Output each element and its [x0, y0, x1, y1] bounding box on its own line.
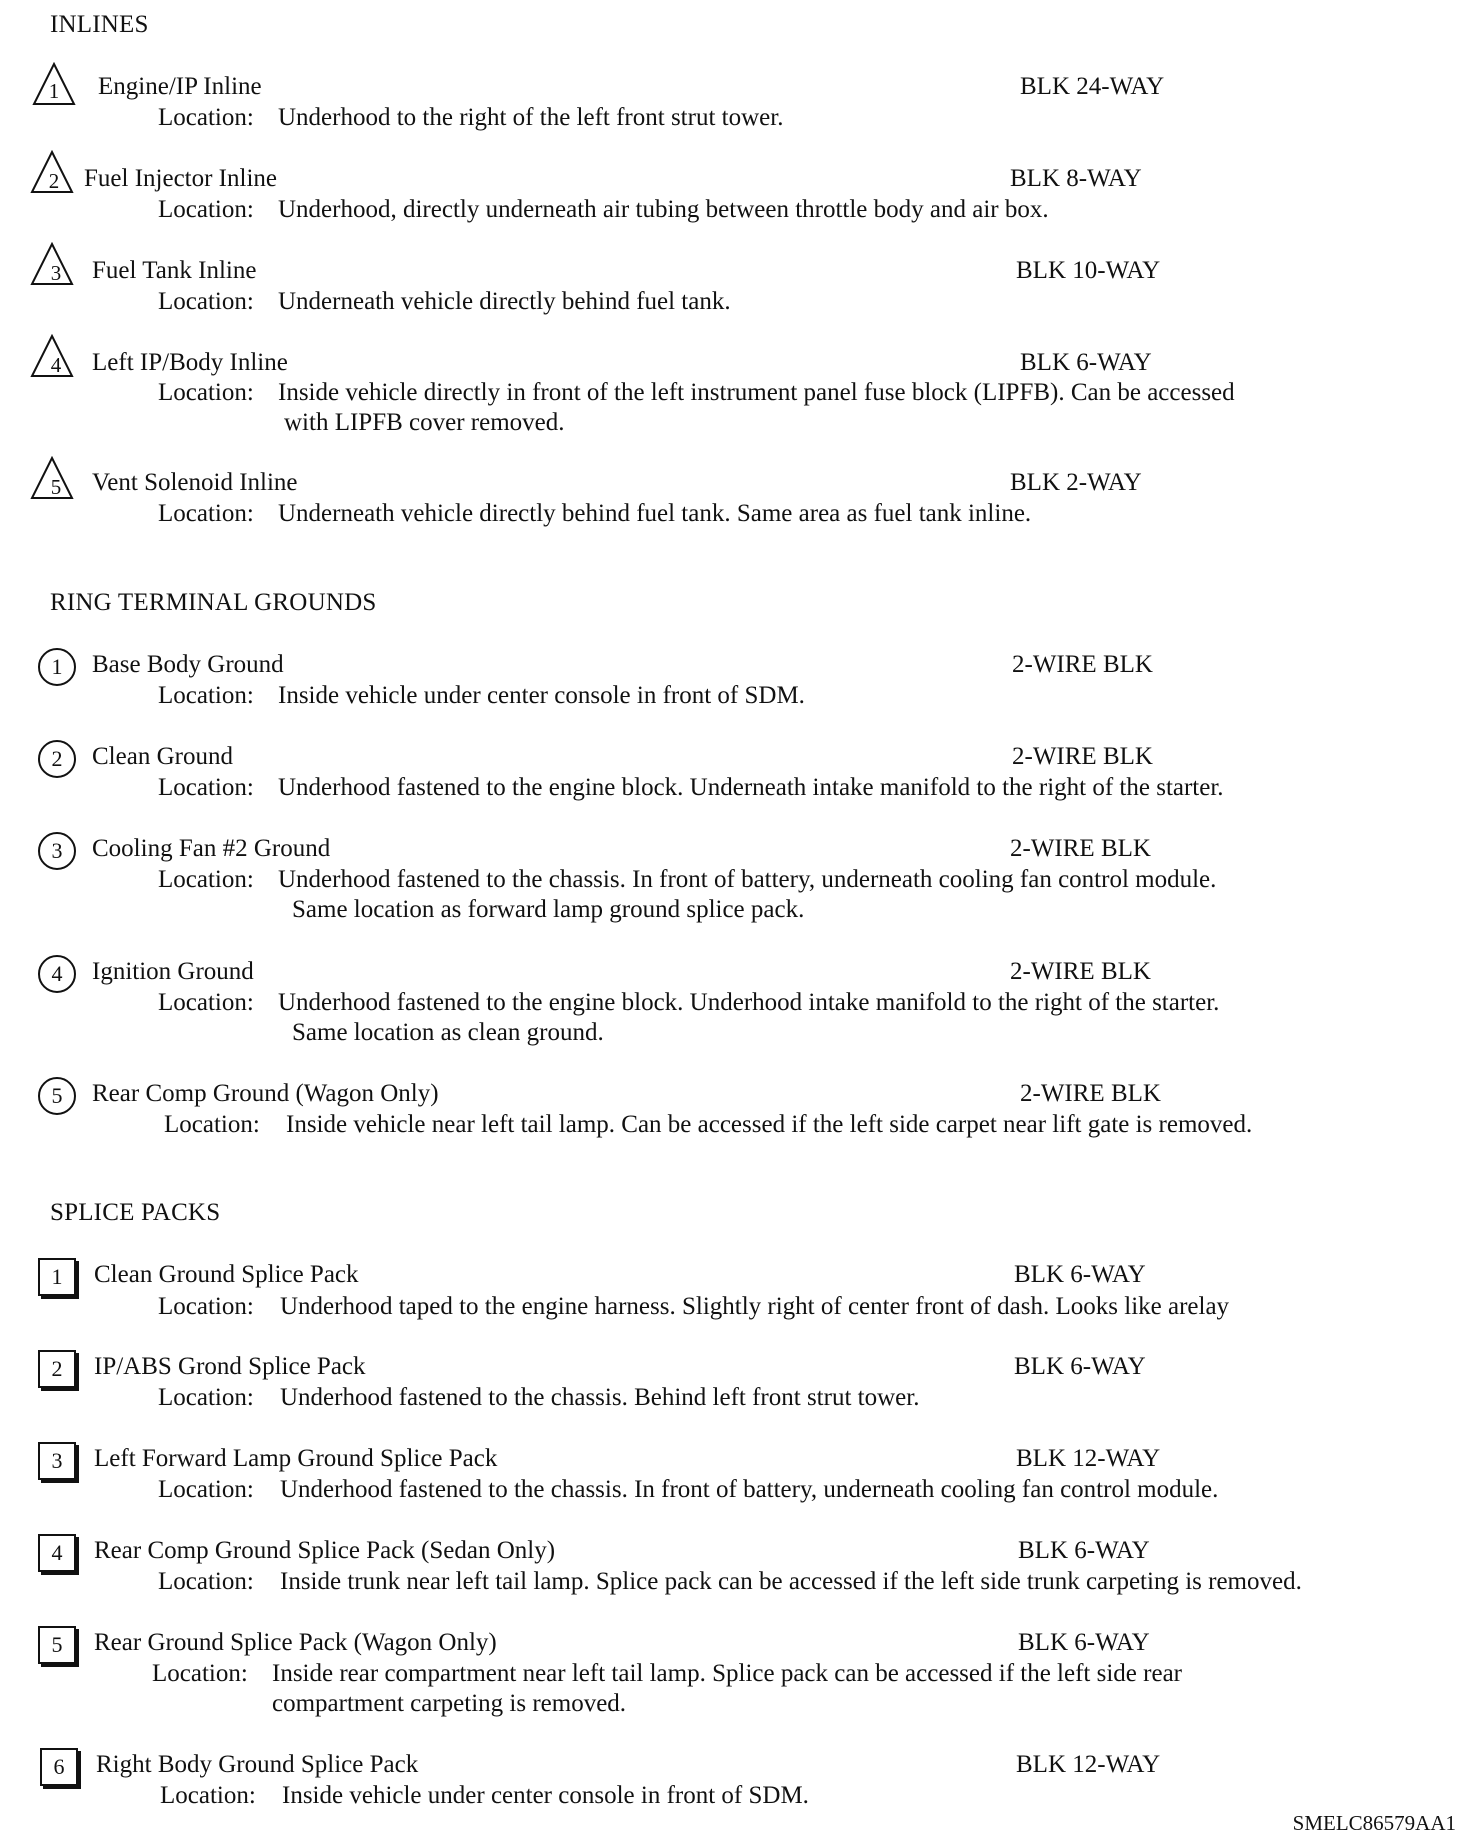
item-name: IP/ABS Grond Splice Pack	[94, 1353, 366, 1380]
section-title-grounds: RING TERMINAL GROUNDS	[50, 589, 377, 616]
number-circle-icon: 3	[38, 832, 76, 870]
document-code: SMELC86579AA1	[1292, 1811, 1456, 1835]
warning-triangle-icon	[30, 242, 74, 286]
location-text: Inside vehicle near left tail lamp. Can be accessed if the left side carpet near lift gate is removed.	[286, 1111, 1253, 1138]
item-name: Rear Comp Ground Splice Pack (Sedan Only)	[94, 1537, 556, 1564]
number-circle-icon: 5	[38, 1077, 76, 1115]
location-label: Location:	[158, 500, 254, 527]
item-spec: 2-WIRE BLK	[1012, 651, 1153, 678]
item-name: Fuel Injector Inline	[84, 165, 277, 192]
marker-number: 1	[48, 79, 60, 103]
location-label: Location:	[160, 1782, 256, 1809]
location-text-continued: with LIPFB cover removed.	[284, 409, 565, 436]
location-label: Location:	[158, 1293, 254, 1320]
location-label: Location:	[158, 989, 254, 1016]
location-label: Location:	[158, 682, 254, 709]
item-name: Fuel Tank Inline	[92, 257, 257, 284]
location-label: Location:	[158, 288, 254, 315]
item-spec: BLK 12-WAY	[1016, 1445, 1161, 1472]
number-box-icon: 2	[38, 1350, 76, 1388]
section-title-inlines: INLINES	[50, 11, 149, 38]
number-box-icon: 5	[38, 1626, 76, 1664]
location-label: Location:	[158, 196, 254, 223]
item-name: Base Body Ground	[92, 651, 284, 678]
location-text: Underhood to the right of the left front strut tower.	[278, 104, 784, 131]
marker-number: 4	[50, 353, 62, 377]
number-box-icon: 3	[38, 1442, 76, 1480]
item-name: Rear Comp Ground (Wagon Only)	[92, 1080, 439, 1107]
location-text: Underhood fastened to the chassis. In front of battery, underneath cooling fan control module.	[278, 866, 1217, 893]
location-text: Inside vehicle directly in front of the left instrument panel fuse block (LIPFB). Can be accessed	[278, 379, 1235, 406]
warning-triangle-icon	[32, 62, 76, 106]
item-spec: BLK 6-WAY	[1020, 349, 1152, 376]
location-text: Underhood taped to the engine harness. Slightly right of center front of dash. Looks like arelay	[280, 1293, 1230, 1320]
number-circle-icon: 2	[38, 740, 76, 778]
number-circle-icon: 4	[38, 955, 76, 993]
location-text: Underneath vehicle directly behind fuel tank. Same area as fuel tank inline.	[278, 500, 1032, 527]
item-spec: BLK 6-WAY	[1014, 1353, 1146, 1380]
location-label: Location:	[158, 774, 254, 801]
item-name: Clean Ground	[92, 743, 233, 770]
location-label: Location:	[158, 104, 254, 131]
item-spec: BLK 6-WAY	[1018, 1537, 1150, 1564]
location-text: Underhood fastened to the engine block. Underneath intake manifold to the right of the starter.	[278, 774, 1224, 801]
item-name: Left IP/Body Inline	[92, 349, 288, 376]
warning-triangle-icon	[30, 456, 74, 500]
location-text: Inside vehicle under center console in front of SDM.	[278, 682, 805, 709]
location-text: Inside trunk near left tail lamp. Splice pack can be accessed if the left side trunk carpeting is removed.	[280, 1568, 1302, 1595]
item-name: Engine/IP Inline	[98, 73, 262, 100]
location-label: Location:	[158, 866, 254, 893]
item-spec: BLK 8-WAY	[1010, 165, 1142, 192]
item-spec: BLK 24-WAY	[1020, 73, 1165, 100]
section-title-splices: SPLICE PACKS	[50, 1199, 221, 1226]
number-box-icon: 1	[38, 1258, 76, 1296]
location-text: Underhood, directly underneath air tubing between throttle body and air box.	[278, 196, 1049, 223]
number-box-icon: 6	[40, 1748, 78, 1786]
item-name: Vent Solenoid Inline	[92, 469, 298, 496]
location-label: Location:	[158, 1476, 254, 1503]
warning-triangle-icon	[30, 334, 74, 378]
location-text: Underhood fastened to the chassis. In front of battery, underneath cooling fan control module.	[280, 1476, 1219, 1503]
location-text-continued: Same location as clean ground.	[292, 1019, 604, 1046]
item-spec: 2-WIRE BLK	[1010, 958, 1151, 985]
location-label: Location:	[158, 1568, 254, 1595]
item-spec: BLK 6-WAY	[1018, 1629, 1150, 1656]
location-label: Location:	[152, 1660, 248, 1687]
item-name: Ignition Ground	[92, 958, 254, 985]
location-label: Location:	[164, 1111, 260, 1138]
item-name: Right Body Ground Splice Pack	[96, 1751, 419, 1778]
number-circle-icon: 1	[38, 648, 76, 686]
location-text-continued: compartment carpeting is removed.	[272, 1690, 627, 1717]
location-text: Inside rear compartment near left tail lamp. Splice pack can be accessed if the left side rear	[272, 1660, 1182, 1687]
item-spec: 2-WIRE BLK	[1012, 743, 1153, 770]
item-spec: BLK 12-WAY	[1016, 1751, 1161, 1778]
item-name: Left Forward Lamp Ground Splice Pack	[94, 1445, 498, 1472]
item-spec: BLK 6-WAY	[1014, 1261, 1146, 1288]
item-spec: 2-WIRE BLK	[1020, 1080, 1161, 1107]
location-text: Underhood fastened to the chassis. Behind left front strut tower.	[280, 1384, 920, 1411]
item-spec: 2-WIRE BLK	[1010, 835, 1151, 862]
item-spec: BLK 10-WAY	[1016, 257, 1161, 284]
location-text: Underhood fastened to the engine block. Underhood intake manifold to the right of the starter.	[278, 989, 1220, 1016]
item-spec: BLK 2-WAY	[1010, 469, 1142, 496]
location-label: Location:	[158, 379, 254, 406]
item-name: Rear Ground Splice Pack (Wagon Only)	[94, 1629, 497, 1656]
location-label: Location:	[158, 1384, 254, 1411]
number-box-icon: 4	[38, 1534, 76, 1572]
location-text: Underneath vehicle directly behind fuel tank.	[278, 288, 731, 315]
marker-number: 3	[50, 261, 62, 285]
warning-triangle-icon	[30, 150, 74, 194]
item-name: Clean Ground Splice Pack	[94, 1261, 359, 1288]
item-name: Cooling Fan #2 Ground	[92, 835, 331, 862]
marker-number: 2	[48, 169, 60, 193]
marker-number: 5	[50, 475, 62, 499]
location-text: Inside vehicle under center console in front of SDM.	[282, 1782, 809, 1809]
location-text-continued: Same location as forward lamp ground splice pack.	[292, 896, 805, 923]
